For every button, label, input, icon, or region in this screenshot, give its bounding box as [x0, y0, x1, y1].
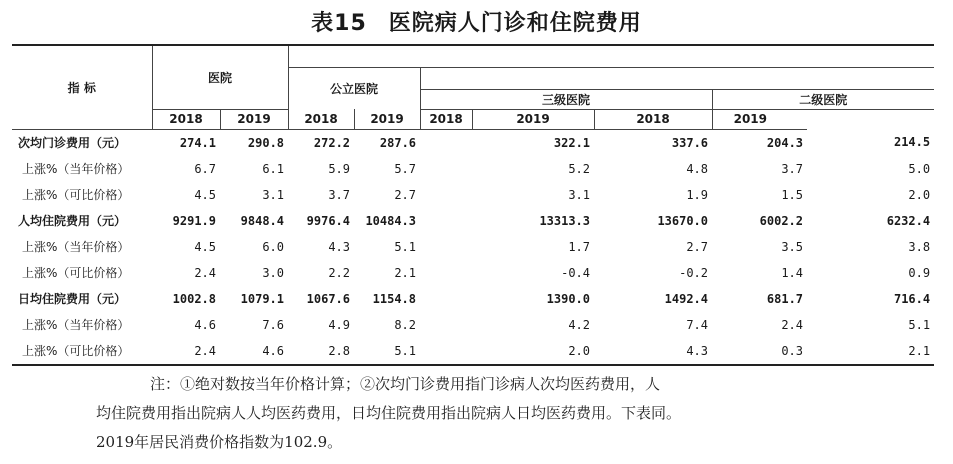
footnote-line: 均住院费用指出院病人人均医药费用，日均住院费用指出院病人日均医药费用。下表同。 [96, 404, 682, 422]
value-cell: 5.9 [328, 161, 351, 176]
value-cell: 290.8 [247, 135, 285, 150]
table-row [12, 156, 934, 182]
value-cell: 2.7 [394, 187, 417, 202]
value-cell: 1079.1 [240, 291, 285, 306]
value-cell: 716.4 [893, 291, 931, 306]
table-row [12, 286, 934, 312]
year-header: 2018 [594, 109, 712, 129]
value-cell: 10484.3 [365, 213, 417, 228]
secondary-hospital-header: 二级医院 [712, 89, 934, 109]
value-cell: 1.5 [781, 187, 804, 202]
value-cell: 13670.0 [657, 213, 709, 228]
value-cell: 1067.6 [306, 291, 351, 306]
value-cell: 6232.4 [886, 213, 931, 228]
value-cell: 0.3 [712, 338, 807, 365]
value-cell: 1390.0 [546, 291, 591, 306]
value-cell: 5.1 [394, 239, 417, 254]
value-cell: 3.8 [908, 239, 931, 254]
value-cell: 0.9 [908, 265, 931, 280]
value-cell: 2.7 [686, 239, 709, 254]
value-cell: 214.5 [893, 135, 931, 150]
value-cell: 2.1 [394, 265, 417, 280]
row-label: 人均住院费用（元） [18, 214, 127, 228]
value-cell: 5.2 [568, 161, 591, 176]
value-cell: 6.1 [262, 161, 285, 176]
year-header: 2018 [152, 109, 220, 129]
value-cell: 2.0 [472, 338, 594, 365]
page-title [0, 6, 953, 37]
statistics-table [12, 44, 934, 366]
table-title: 医院病人门诊和住院费用 [388, 11, 642, 36]
value-cell: 1.7 [568, 239, 591, 254]
value-cell: 4.3 [594, 338, 712, 365]
value-cell: 4.9 [328, 317, 351, 332]
value-cell: -0.2 [679, 265, 709, 280]
value-cell: 2.8 [288, 338, 354, 365]
value-cell: 6002.2 [759, 213, 804, 228]
value-cell: 5.1 [354, 338, 420, 365]
value-cell: 5.1 [908, 317, 931, 332]
year-header: 2019 [712, 109, 807, 129]
year-header: 2018 [420, 109, 472, 129]
year-header: 2019 [220, 109, 288, 129]
value-cell: 3.7 [781, 161, 804, 176]
value-cell: 337.6 [671, 135, 709, 150]
value-cell: 7.4 [686, 317, 709, 332]
year-header: 2018 [288, 109, 354, 129]
value-cell: 2.1 [807, 338, 934, 365]
row-label: 上涨%（当年价格） [22, 318, 130, 332]
row-label: 上涨%（可比价格） [12, 338, 152, 365]
table-row [12, 208, 934, 234]
public-hospital-header: 公立医院 [288, 67, 420, 109]
value-cell: 2.0 [908, 187, 931, 202]
value-cell: 1492.4 [664, 291, 709, 306]
row-label: 上涨%（当年价格） [22, 162, 130, 176]
value-cell: 2.4 [781, 317, 804, 332]
value-cell: 4.8 [686, 161, 709, 176]
value-cell: 6.7 [194, 161, 216, 176]
row-label: 上涨%（可比价格） [22, 188, 130, 202]
value-cell: -0.4 [561, 265, 591, 280]
value-cell: 2.2 [328, 265, 351, 280]
value-cell: 4.3 [328, 239, 351, 254]
table-row [12, 182, 934, 208]
value-cell: 4.6 [194, 317, 216, 332]
value-cell: 5.7 [394, 161, 417, 176]
value-cell: 681.7 [766, 291, 804, 306]
row-label: 上涨%（当年价格） [22, 240, 130, 254]
value-cell: 1002.8 [172, 291, 216, 306]
table-footnote [96, 370, 856, 457]
value-cell: 204.3 [766, 135, 804, 150]
indicator-header: 指 标 [12, 45, 152, 129]
value-cell: 13313.3 [539, 213, 591, 228]
value-cell: 272.2 [313, 135, 351, 150]
hospital-header: 医院 [152, 45, 288, 109]
table-row [12, 234, 934, 260]
value-cell: 4.2 [568, 317, 591, 332]
row-label: 日均住院费用（元） [18, 292, 127, 306]
footnote-line: 2019年居民消费价格指数为102.9。 [96, 433, 343, 451]
value-cell: 3.1 [568, 187, 591, 202]
value-cell: 6.0 [262, 239, 285, 254]
value-cell: 287.6 [379, 135, 417, 150]
table-row [12, 260, 934, 286]
value-cell: 3.5 [781, 239, 804, 254]
row-label: 次均门诊费用（元） [18, 136, 127, 150]
value-cell: 9291.9 [172, 213, 216, 228]
value-cell: 4.5 [194, 187, 216, 202]
value-cell: 1154.8 [372, 291, 417, 306]
value-cell: 7.6 [262, 317, 285, 332]
year-header: 2019 [354, 109, 420, 129]
table-row [12, 338, 934, 365]
value-cell: 5.0 [908, 161, 931, 176]
value-cell: 4.6 [220, 338, 288, 365]
footnote-line: 注：①绝对数按当年价格计算；②次均门诊费用指门诊病人次均医药费用，人 [150, 375, 661, 393]
table-row [12, 312, 934, 338]
year-header: 2019 [472, 109, 594, 129]
value-cell: 3.1 [262, 187, 285, 202]
table-row [12, 129, 934, 156]
value-cell: 4.5 [194, 239, 216, 254]
value-cell: 9976.4 [306, 213, 351, 228]
tertiary-hospital-header: 三级医院 [420, 89, 712, 109]
row-label: 上涨%（可比价格） [22, 266, 130, 280]
value-cell: 3.0 [262, 265, 285, 280]
value-cell: 1.9 [686, 187, 709, 202]
value-cell: 322.1 [553, 135, 591, 150]
value-cell: 2.4 [194, 265, 216, 280]
value-cell: 3.7 [328, 187, 351, 202]
value-cell: 274.1 [179, 135, 216, 150]
value-cell: 9848.4 [240, 213, 285, 228]
value-cell: 8.2 [394, 317, 417, 332]
value-cell: 1.4 [781, 265, 804, 280]
value-cell: 2.4 [152, 338, 220, 365]
table-number: 表15 [311, 11, 367, 36]
